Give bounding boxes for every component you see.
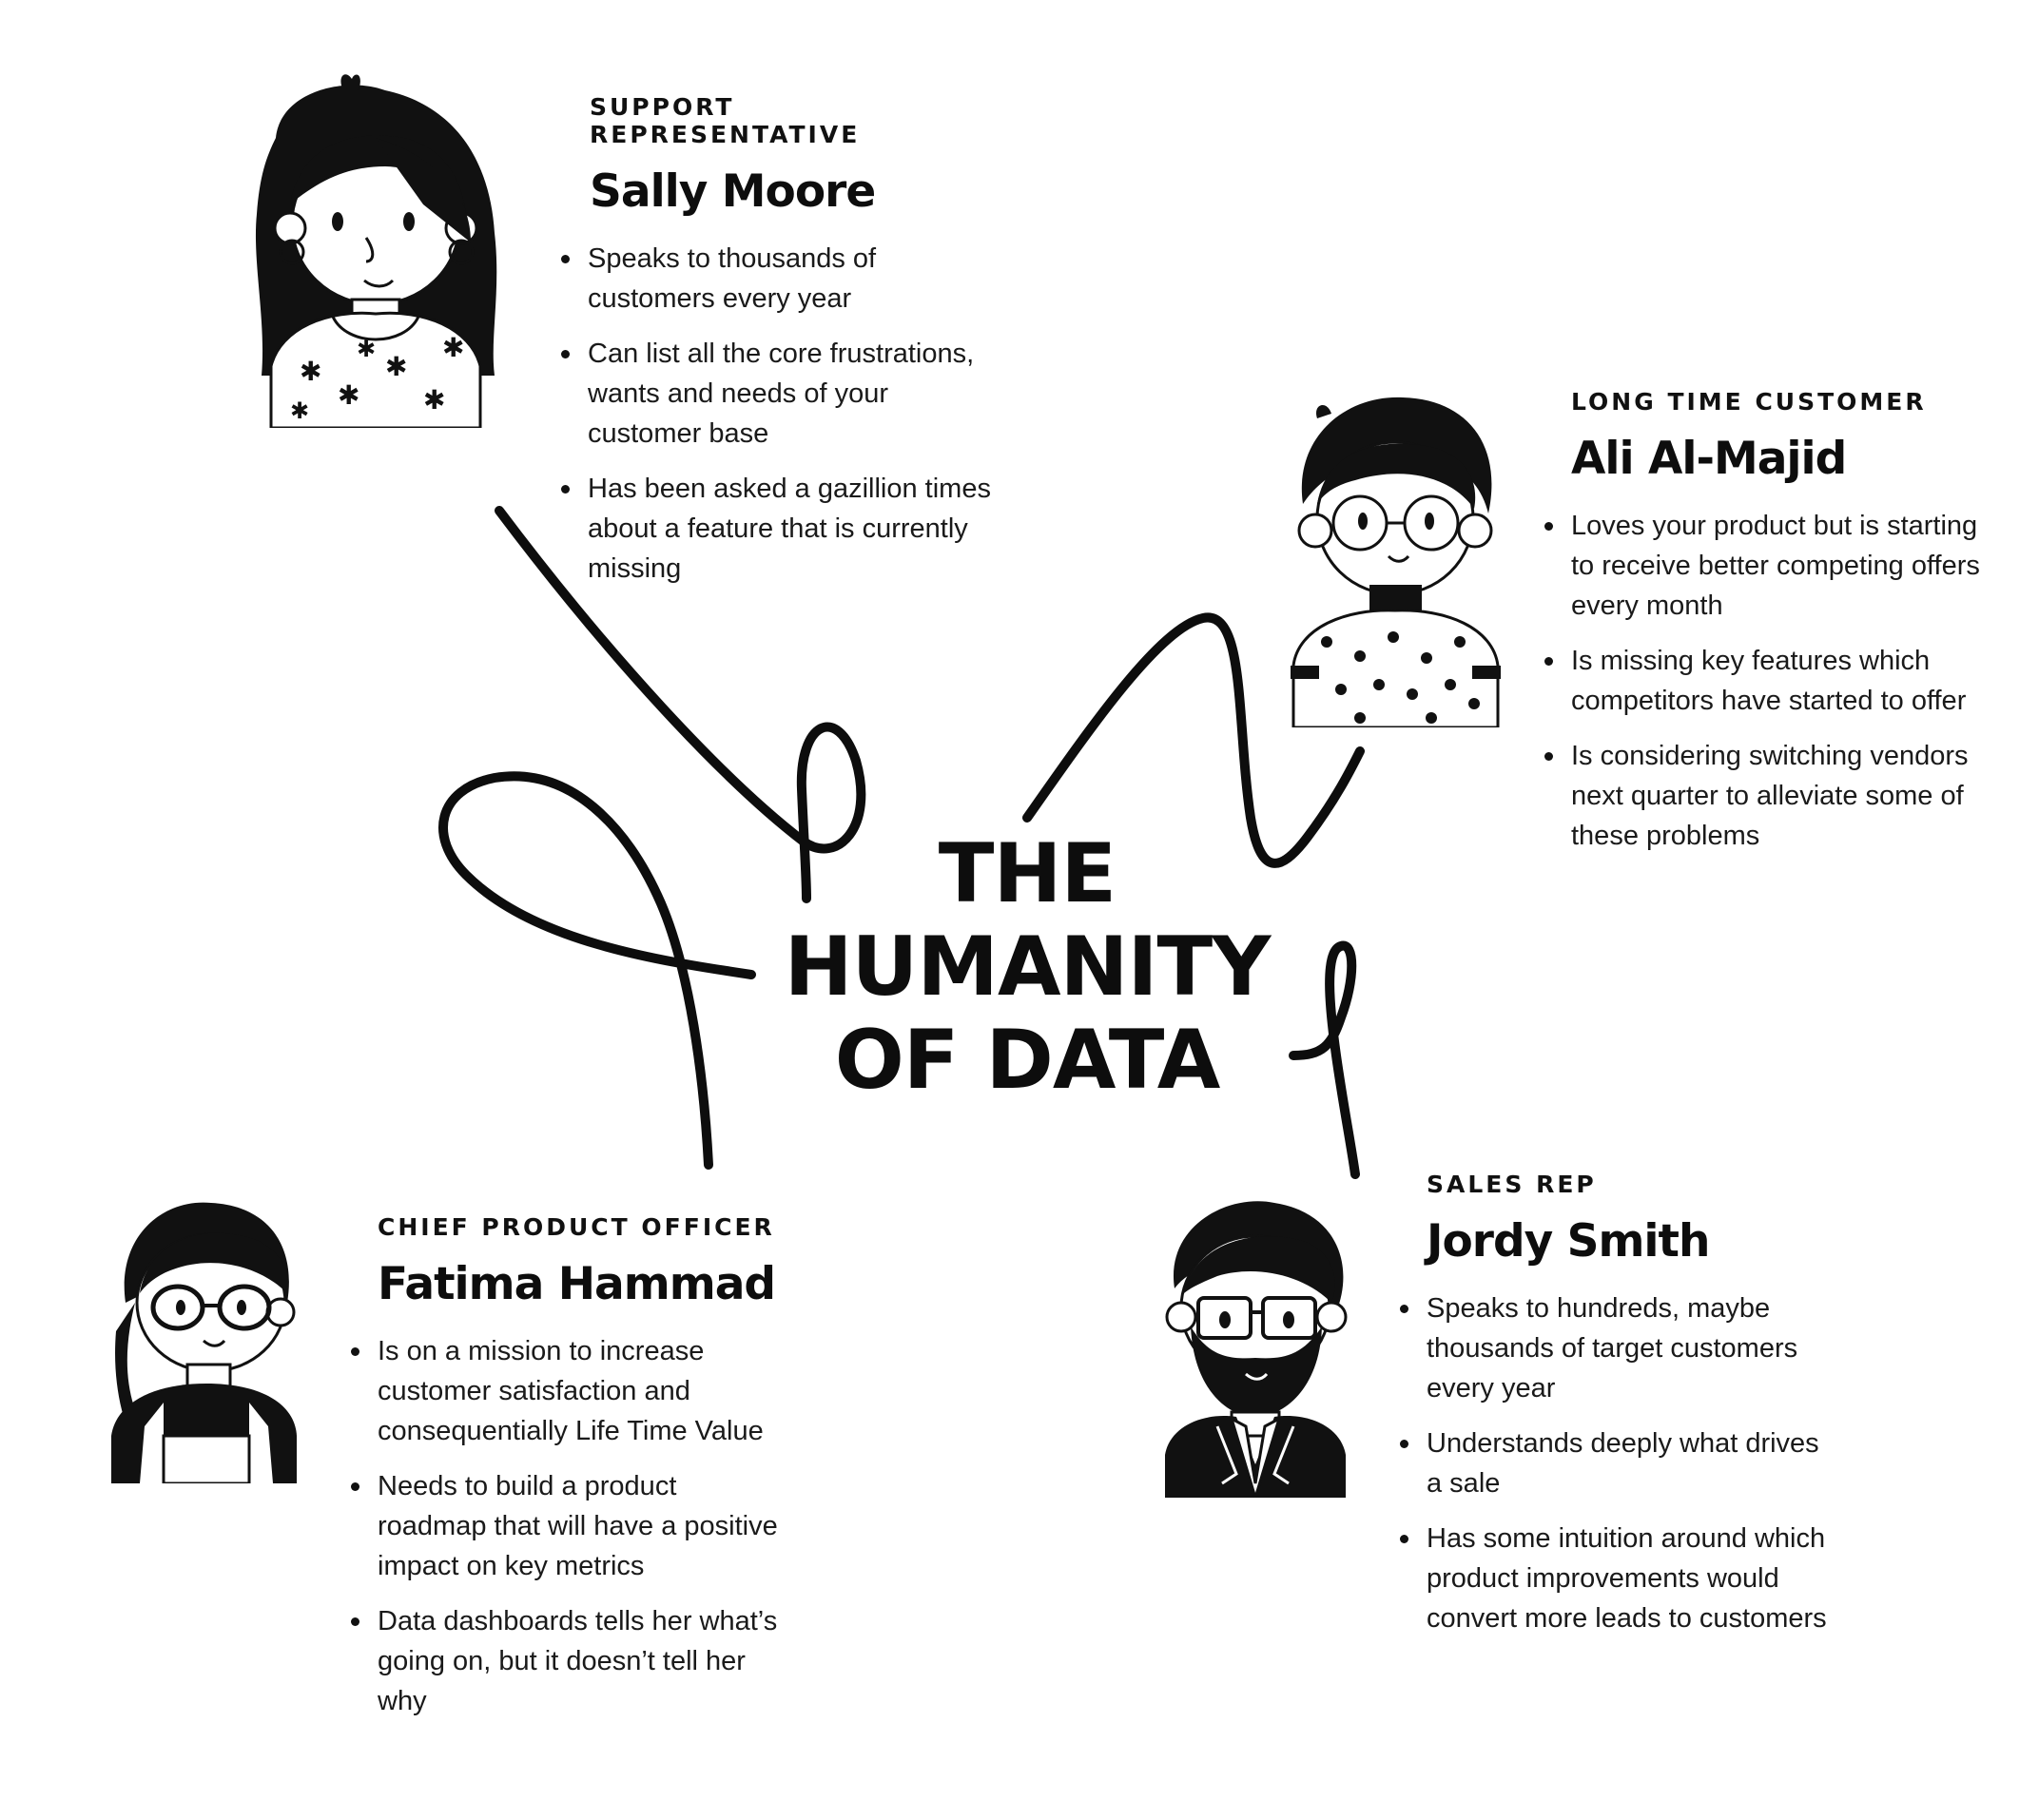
persona-fatima xyxy=(378,1213,786,1736)
persona-name: Fatima Hammad xyxy=(378,1258,776,1310)
bullet-item: Has been asked a gazillion times about a feature that is currently missing xyxy=(588,469,999,589)
svg-text:✱: ✱ xyxy=(423,385,446,415)
bullet-item: Is missing key features which competitors have started to offer xyxy=(1571,641,1994,721)
jordy-avatar-icon xyxy=(1160,1198,1350,1498)
persona-role: CHIEF PRODUCT OFFICER xyxy=(378,1213,775,1241)
fatima-avatar-icon xyxy=(107,1198,301,1483)
ali-avatar-icon xyxy=(1289,390,1503,727)
svg-text:✱: ✱ xyxy=(300,357,322,386)
persona-sally xyxy=(590,93,999,604)
bullet-item: Can list all the core frustrations, wants and needs of your customer base xyxy=(588,334,999,454)
bullet-item: Data dashboards tells her what’s going on, but it doesn’t tell her why xyxy=(378,1601,786,1721)
persona-bullets xyxy=(1571,506,1994,856)
persona-name: Jordy Smith xyxy=(1427,1215,1710,1268)
persona-name: Ali Al-Majid xyxy=(1571,433,1847,485)
svg-text:✱: ✱ xyxy=(357,337,377,362)
persona-bullets xyxy=(1427,1288,1835,1638)
bullet-item: Has some intuition around which product improvements would convert more leads to customers xyxy=(1427,1519,1835,1638)
persona-bullets xyxy=(588,239,999,589)
persona-ali xyxy=(1571,388,1994,871)
persona-bullets xyxy=(378,1331,786,1721)
persona-role: LONG TIME CUSTOMER xyxy=(1571,388,1927,416)
title-line-3: OF DATA xyxy=(834,1013,1220,1108)
persona-jordy xyxy=(1427,1171,1835,1654)
bullet-item: Speaks to hundreds, maybe thousands of target customers every year xyxy=(1427,1288,1835,1408)
bullet-item: Is considering switching vendors next quarter to alleviate some of these problems xyxy=(1571,736,1994,856)
bullet-item: Understands deeply what drives a sale xyxy=(1427,1423,1835,1503)
persona-role: SUPPORT REPRESENTATIVE xyxy=(590,93,861,148)
bullet-item: Is on a mission to increase customer satisfaction and consequentially Life Time Value xyxy=(378,1331,786,1451)
center-title xyxy=(742,827,1312,1107)
bullet-item: Loves your product but is starting to receive better competing offers every month xyxy=(1571,506,1994,626)
bullet-item: Speaks to thousands of customers every year xyxy=(588,239,999,319)
connector-fatima xyxy=(443,776,751,1165)
persona-role: SALES REP xyxy=(1427,1171,1597,1198)
title-line-2: HUMANITY xyxy=(784,920,1271,1015)
persona-name: Sally Moore xyxy=(590,165,876,218)
svg-text:✱: ✱ xyxy=(338,380,360,410)
sally-avatar-icon xyxy=(233,71,509,428)
svg-text:✱: ✱ xyxy=(290,398,310,424)
bullet-item: Needs to build a product roadmap that will have a positive impact on key metrics xyxy=(378,1466,786,1586)
title-line-1: THE xyxy=(938,826,1117,921)
svg-text:✱: ✱ xyxy=(385,352,408,381)
svg-text:✱: ✱ xyxy=(442,333,465,362)
